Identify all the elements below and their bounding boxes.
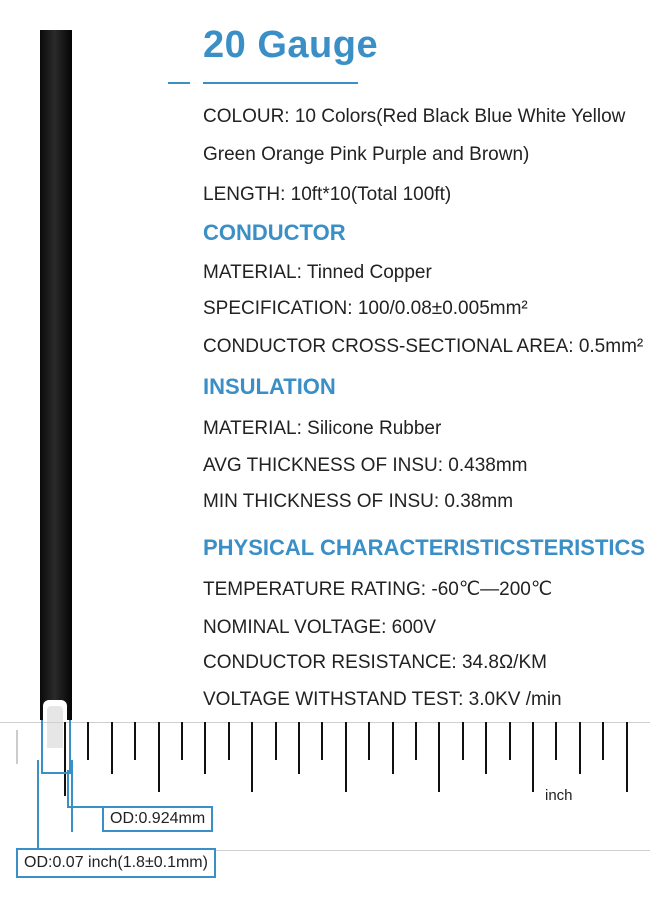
conductor-specification: SPECIFICATION: 100/0.08±0.005mm² — [203, 298, 528, 319]
wire-jacket — [40, 30, 72, 720]
ruler-tick — [462, 722, 464, 760]
ruler-top-edge — [0, 722, 650, 723]
ruler-tick — [298, 722, 300, 774]
ruler-tick — [368, 722, 370, 760]
insulation-min-thickness: MIN THICKNESS OF INSU: 0.38mm — [203, 491, 514, 512]
ruler-tick — [321, 722, 323, 760]
voltage-withstand-test: VOLTAGE WITHSTAND TEST: 3.0KV /min — [203, 689, 562, 710]
ruler-tick — [134, 722, 136, 760]
ruler-tick — [579, 722, 581, 774]
colour-spec-continued: Green Orange Pink Purple and Brown) — [203, 144, 530, 165]
ruler-tick — [532, 722, 534, 792]
page-title: 20 Gauge — [203, 24, 379, 66]
connector-horizontal — [67, 806, 103, 808]
temperature-rating: TEMPERATURE RATING: -60℃—200℃ — [203, 579, 553, 600]
ruler-tick — [485, 722, 487, 774]
ruler-tick — [509, 722, 511, 760]
insulation-heading: INSULATION — [203, 374, 336, 399]
ruler-edge-mark — [16, 730, 18, 764]
ruler-unit-label: inch — [545, 787, 573, 804]
length-spec: LENGTH: 10ft*10(Total 100ft) — [203, 184, 452, 205]
physical-heading: PHYSICAL CHARACTERISTICSTERISTICS — [203, 535, 646, 560]
ruler-tick — [438, 722, 440, 792]
ruler-tick — [111, 722, 113, 774]
title-underline — [203, 82, 358, 84]
od-outer-label: OD:0.07 inch(1.8±0.1mm) — [16, 848, 216, 878]
conductor-heading: CONDUCTOR — [203, 220, 346, 245]
ruler-tick — [251, 722, 253, 792]
ruler-tick — [392, 722, 394, 774]
conductor-area: CONDUCTOR CROSS-SECTIONAL AREA: 0.5mm² — [203, 336, 644, 357]
ruler-tick — [204, 722, 206, 774]
conductor-resistance: CONDUCTOR RESISTANCE: 34.8Ω/KM — [203, 652, 547, 673]
ruler-tick — [158, 722, 160, 792]
ruler-bottom-edge — [210, 850, 650, 851]
title-underline-accent — [168, 82, 190, 84]
ruler-tick — [228, 722, 230, 760]
ruler-tick — [626, 722, 628, 792]
ruler-tick — [87, 722, 89, 760]
ruler-tick — [415, 722, 417, 760]
nominal-voltage: NOMINAL VOLTAGE: 600V — [203, 617, 437, 638]
insulation-avg-thickness: AVG THICKNESS OF INSU: 0.438mm — [203, 455, 528, 476]
connector-vertical — [67, 770, 69, 808]
insulation-material: MATERIAL: Silicone Rubber — [203, 418, 442, 439]
od-conductor-label: OD:0.924mm — [102, 806, 213, 832]
colour-spec: COLOUR: 10 Colors(Red Black Blue White Yellow — [203, 106, 626, 127]
conductor-material: MATERIAL: Tinned Copper — [203, 262, 432, 283]
ruler-tick — [555, 722, 557, 760]
ruler-tick — [602, 722, 604, 760]
ruler-tick — [181, 722, 183, 760]
ruler-tick — [275, 722, 277, 760]
ruler-tick — [345, 722, 347, 792]
